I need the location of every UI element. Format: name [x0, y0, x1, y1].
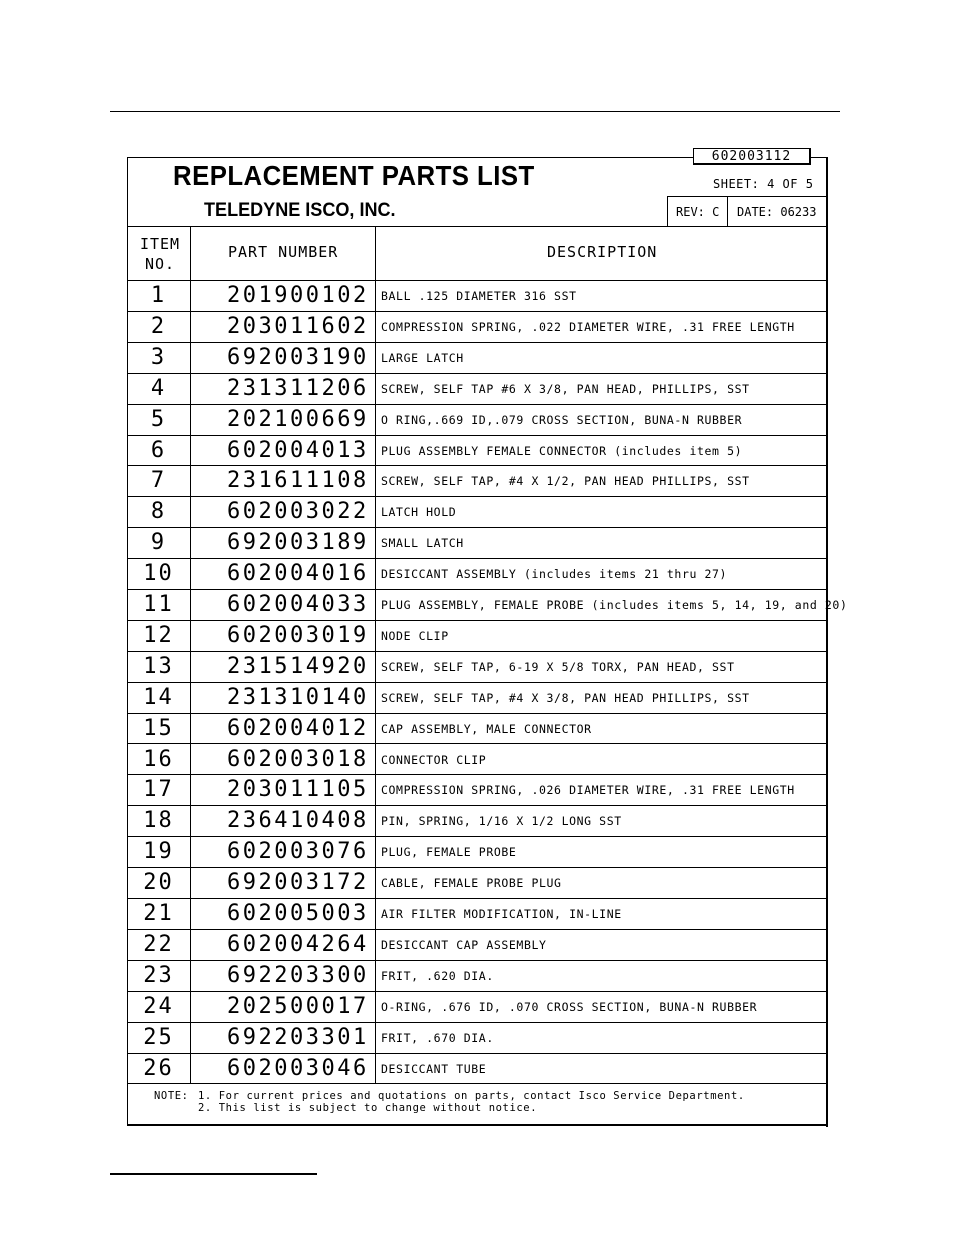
- item-number: 22: [143, 931, 174, 957]
- part-description: SCREW, SELF TAP, #4 X 3/8, PAN HEAD PHILLIPS, SST: [381, 690, 750, 705]
- part-description: PLUG, FEMALE PROBE: [381, 845, 517, 860]
- table-row: [127, 558, 827, 589]
- part-description: PLUG ASSEMBLY FEMALE CONNECTOR (includes item 5): [381, 443, 743, 458]
- part-description: SCREW, SELF TAP #6 X 3/8, PAN HEAD, PHILLIPS, SST: [381, 381, 750, 396]
- item-number: 16: [143, 746, 174, 772]
- table-row: [127, 929, 827, 960]
- page-title: REPLACEMENT PARTS LIST: [173, 160, 535, 191]
- table-row: [127, 991, 827, 1022]
- part-number: 602004016: [227, 561, 369, 587]
- table-row: [127, 774, 827, 805]
- part-number: 602003019: [227, 622, 369, 648]
- part-number: 203011105: [227, 777, 369, 803]
- table-row: [127, 960, 827, 991]
- item-number: 6: [150, 437, 167, 463]
- column-header-description: DESCRIPTION: [547, 243, 658, 261]
- part-number: 231311206: [227, 375, 369, 401]
- item-number: 12: [143, 622, 174, 648]
- table-row: [127, 867, 827, 898]
- item-number: 10: [143, 561, 174, 587]
- part-description: COMPRESSION SPRING, .022 DIAMETER WIRE, .31 FREE LENGTH: [381, 319, 795, 334]
- part-description: O-RING, .676 ID, .070 CROSS SECTION, BUNA-N RUBBER: [381, 999, 758, 1014]
- footnote-rule: [110, 1173, 317, 1175]
- table-row: [127, 1053, 827, 1084]
- table-row: [127, 373, 827, 404]
- part-number: 231611108: [227, 468, 369, 494]
- part-description: FRIT, .620 DIA.: [381, 968, 494, 983]
- part-description: PIN, SPRING, 1/16 X 1/2 LONG SST: [381, 814, 622, 829]
- part-description: CONNECTOR CLIP: [381, 752, 487, 767]
- item-number: 11: [143, 592, 174, 617]
- sheet-border-bottom: [127, 1124, 828, 1126]
- part-number: 692003190: [227, 344, 369, 370]
- table-row: [127, 496, 827, 527]
- company-name: TELEDYNE ISCO, INC.: [204, 200, 396, 221]
- item-number: 5: [150, 406, 167, 432]
- part-number: 202500017: [227, 993, 369, 1019]
- part-number: 602003076: [227, 839, 369, 865]
- part-number: 602004012: [227, 715, 369, 741]
- part-number: 203011602: [227, 313, 369, 339]
- table-row: [127, 527, 827, 558]
- part-number: 602005003: [227, 901, 369, 926]
- table-row: [127, 280, 827, 311]
- part-number: 692003172: [227, 870, 369, 896]
- note-line-1: 1. For current prices and quotations on parts, contact Isco Service Department.: [198, 1090, 745, 1102]
- part-description: CAP ASSEMBLY, MALE CONNECTOR: [381, 721, 592, 736]
- item-number: 13: [143, 653, 174, 679]
- table-row: [127, 589, 848, 620]
- item-number: 15: [143, 715, 174, 741]
- column-header-item-line1: ITEM: [139, 235, 181, 253]
- item-number: 9: [150, 530, 167, 556]
- table-row: [127, 1022, 827, 1053]
- item-number: 8: [150, 499, 167, 525]
- part-description: O RING,.669 ID,.079 CROSS SECTION, BUNA-N RUBBER: [381, 412, 743, 427]
- part-description: CABLE, FEMALE PROBE PLUG: [381, 876, 562, 891]
- part-description: AIR FILTER MODIFICATION, IN-LINE: [381, 907, 622, 921]
- table-row: [127, 651, 827, 682]
- document-number: 602003112: [693, 148, 811, 165]
- item-number: 26: [143, 1055, 174, 1081]
- part-description: COMPRESSION SPRING, .026 DIAMETER WIRE, .31 FREE LENGTH: [381, 783, 795, 798]
- item-number: 7: [150, 468, 167, 494]
- item-number: 2: [150, 313, 167, 339]
- item-number: 24: [143, 993, 174, 1019]
- part-number: 236410408: [227, 808, 369, 834]
- sheet-number: SHEET: 4 OF 5: [713, 177, 814, 191]
- item-number: 17: [143, 777, 174, 803]
- table-row: [127, 311, 827, 342]
- item-number: 23: [143, 962, 174, 988]
- part-number: 602003018: [227, 746, 369, 772]
- part-number: 202100669: [227, 406, 369, 432]
- part-number: 231310140: [227, 684, 369, 710]
- part-description: LATCH HOLD: [381, 505, 457, 520]
- part-description: SCREW, SELF TAP, #4 X 1/2, PAN HEAD PHILLIPS, SST: [381, 474, 750, 489]
- part-number: 201900102: [227, 283, 369, 308]
- table-row: [127, 744, 827, 775]
- part-number: 692203301: [227, 1024, 369, 1050]
- item-number: 25: [143, 1024, 174, 1050]
- item-number: 14: [143, 684, 174, 710]
- item-number: 1: [150, 283, 167, 308]
- table-row: [127, 836, 827, 867]
- notes-divider: [127, 1083, 827, 1084]
- item-number: 19: [143, 839, 174, 865]
- table-row: [127, 465, 827, 496]
- part-number: 602003046: [227, 1055, 369, 1081]
- part-number: 692203300: [227, 962, 369, 988]
- table-row: [127, 620, 827, 651]
- part-number: 602003022: [227, 499, 369, 525]
- part-number: 692003189: [227, 530, 369, 556]
- part-number: 602004033: [227, 592, 369, 617]
- table-row: [127, 682, 827, 713]
- part-description: FRIT, .670 DIA.: [381, 1030, 494, 1045]
- part-number: 231514920: [227, 653, 369, 679]
- table-row: [127, 435, 827, 466]
- part-description: LARGE LATCH: [381, 350, 464, 365]
- column-header-item: [130, 234, 190, 274]
- column-header-item-line2: NO.: [144, 255, 176, 273]
- part-description: SCREW, SELF TAP, 6-19 X 5/8 TORX, PAN HEAD, SST: [381, 659, 735, 674]
- note-line-2: 2. This list is subject to change without notice.: [198, 1102, 538, 1114]
- column-header-part-number: PART NUMBER: [228, 243, 339, 261]
- item-number: 18: [143, 808, 174, 834]
- table-row: [127, 805, 827, 836]
- top-rule: [110, 111, 840, 112]
- table-row: [127, 898, 827, 929]
- part-description: DESICCANT CAP ASSEMBLY: [381, 937, 547, 952]
- date-box: DATE: 06233: [727, 196, 827, 226]
- table-row: [127, 713, 827, 744]
- part-description: NODE CLIP: [381, 628, 449, 643]
- part-description: PLUG ASSEMBLY, FEMALE PROBE (includes items 5, 14, 19, and 20): [381, 598, 848, 612]
- part-description: DESICCANT ASSEMBLY (includes items 21 thru 27): [381, 567, 728, 582]
- item-number: 3: [150, 344, 167, 370]
- part-description: BALL .125 DIAMETER 316 SST: [381, 289, 577, 303]
- item-number: 21: [143, 901, 174, 926]
- item-number: 20: [143, 870, 174, 896]
- table-row: [127, 342, 827, 373]
- part-number: 602004013: [227, 437, 369, 463]
- header-divider: [127, 226, 827, 227]
- item-number: 4: [150, 375, 167, 401]
- revision-box: REV: C: [667, 196, 727, 226]
- part-number: 602004264: [227, 931, 369, 957]
- part-description: DESICCANT TUBE: [381, 1061, 487, 1076]
- part-description: SMALL LATCH: [381, 536, 464, 551]
- table-row: [127, 404, 827, 435]
- notes-label: NOTE:: [154, 1090, 189, 1102]
